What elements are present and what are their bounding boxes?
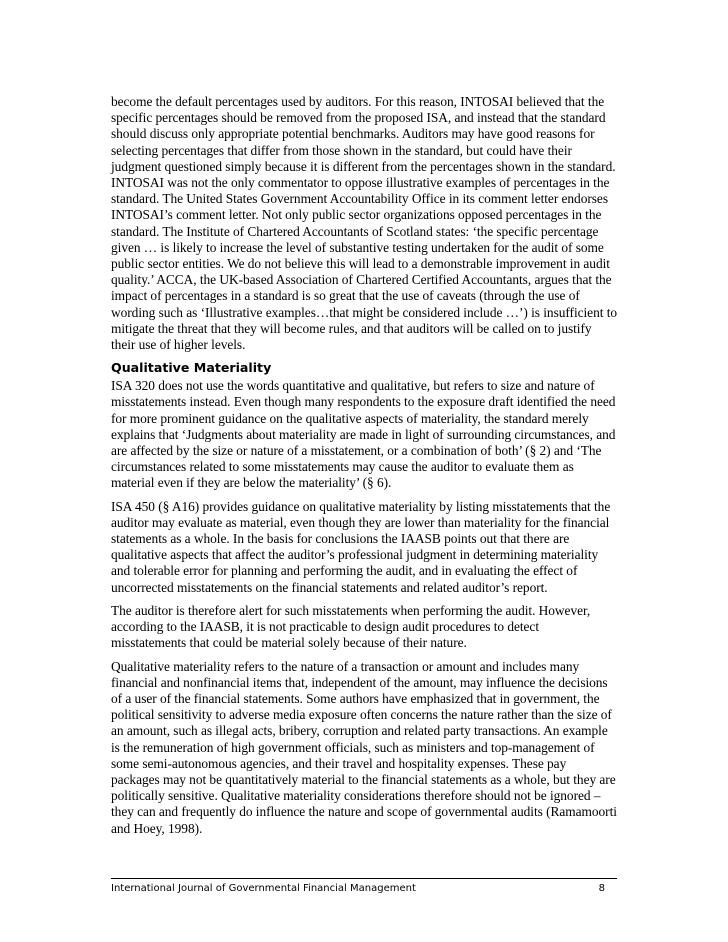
paragraph-intro: become the default percentages used by auditors. For this reason, INTOSAI believed that the specific percentages should be removed from the proposed ISA, and instead that the standard should discuss only appropriate potential benchmarks. Auditors may have good reasons for selecting percentages that differ from those shown in the standard, but could have their judgment questioned simply because it is different from the percentages shown in the standard. INTOSAI was not the only commentator to oppose illustrative examples of percentages in the standard. The United States Government Accountability Office in its comment letter endorses INTOSAI’s comment letter. Not only public sector organizations opposed percentages in the standard. The Institute of Chartered Accountants of Scotland states: ‘the specific percentage given … is likely to increase the level of substantive testing undertaken for the audit of some public sector entities. We do not believe this will lead to a demonstrable improvement in audit quality.’ ACCA, the UK-based Association of Chartered Certified Accountants, argues that the impact of percentages in a standard is so great that the use of caveats (through the use of wording such as ‘Illustrative examples…that might be considered include …’) is insufficient to mitigate the threat that they will become rules, and that auditors will be called on to justify their use of higher levels. [111, 94, 618, 353]
paragraph-1: ISA 320 does not use the words quantitative and qualitative, but refers to size and nature of misstatements instead. Even though many respondents to the exposure draft identified the need for more prominent guidance on the qualitative aspects of materiality, the standard merely explains that ‘Judgments about materiality are made in light of surrounding circumstances, and are affected by the size or nature of a misstatement, or a combination of both’ (§ 2) and ‘The circumstances related to some misstatements may cause the auditor to evaluate them as material even if they are below the materiality’ (§ 6). [111, 378, 616, 491]
page-number: 8 [598, 883, 605, 894]
paragraph-2: ISA 450 (§ A16) provides guidance on qualitative materiality by listing misstatements that the auditor may evaluate as material, even though they are lower than materiality for the financial statements as a whole. In the basis for conclusions the IAASB points out that there are qualitative aspects that affect the auditor’s professional judgment in determining materiality and tolerable error for planning and performing the audit, and in evaluating the effect of uncorrected misstatements on the financial statements and related auditor’s report. [111, 498, 611, 595]
section-heading: Qualitative Materiality [111, 360, 272, 376]
paragraph-4: Qualitative materiality refers to the nature of a transaction or amount and includes many financial and nonfinancial items that, independent of the amount, may influence the decisions of a user of the financial statements. Some authors have emphasized that in government, the political sensitivity to adverse media exposure often concerns the nature rather than the size of an amount, such as illegal acts, bribery, corruption and related party transactions. An example is the remuneration of high government officials, such as ministers and top-management of some semi-autonomous agencies, and their travel and hospitality expenses. These pay packages may not be quantitatively material to the financial statements as a whole, but they are politically sensitive. Qualitative materiality considerations therefore should not be ignored – they can and frequently do influence the nature and scope of governmental audits (Ramamoorti and Hoey, 1998). [111, 658, 617, 836]
page-footer [111, 878, 617, 895]
document-body [111, 94, 617, 844]
paragraph-3: The auditor is therefore alert for such misstatements when performing the audit. However, according to the IAASB, it is not practicable to design audit procedures to detect misstatements that could be material solely because of their nature. [111, 602, 591, 651]
footer-journal-title: International Journal of Governmental Financial Management [111, 883, 416, 894]
